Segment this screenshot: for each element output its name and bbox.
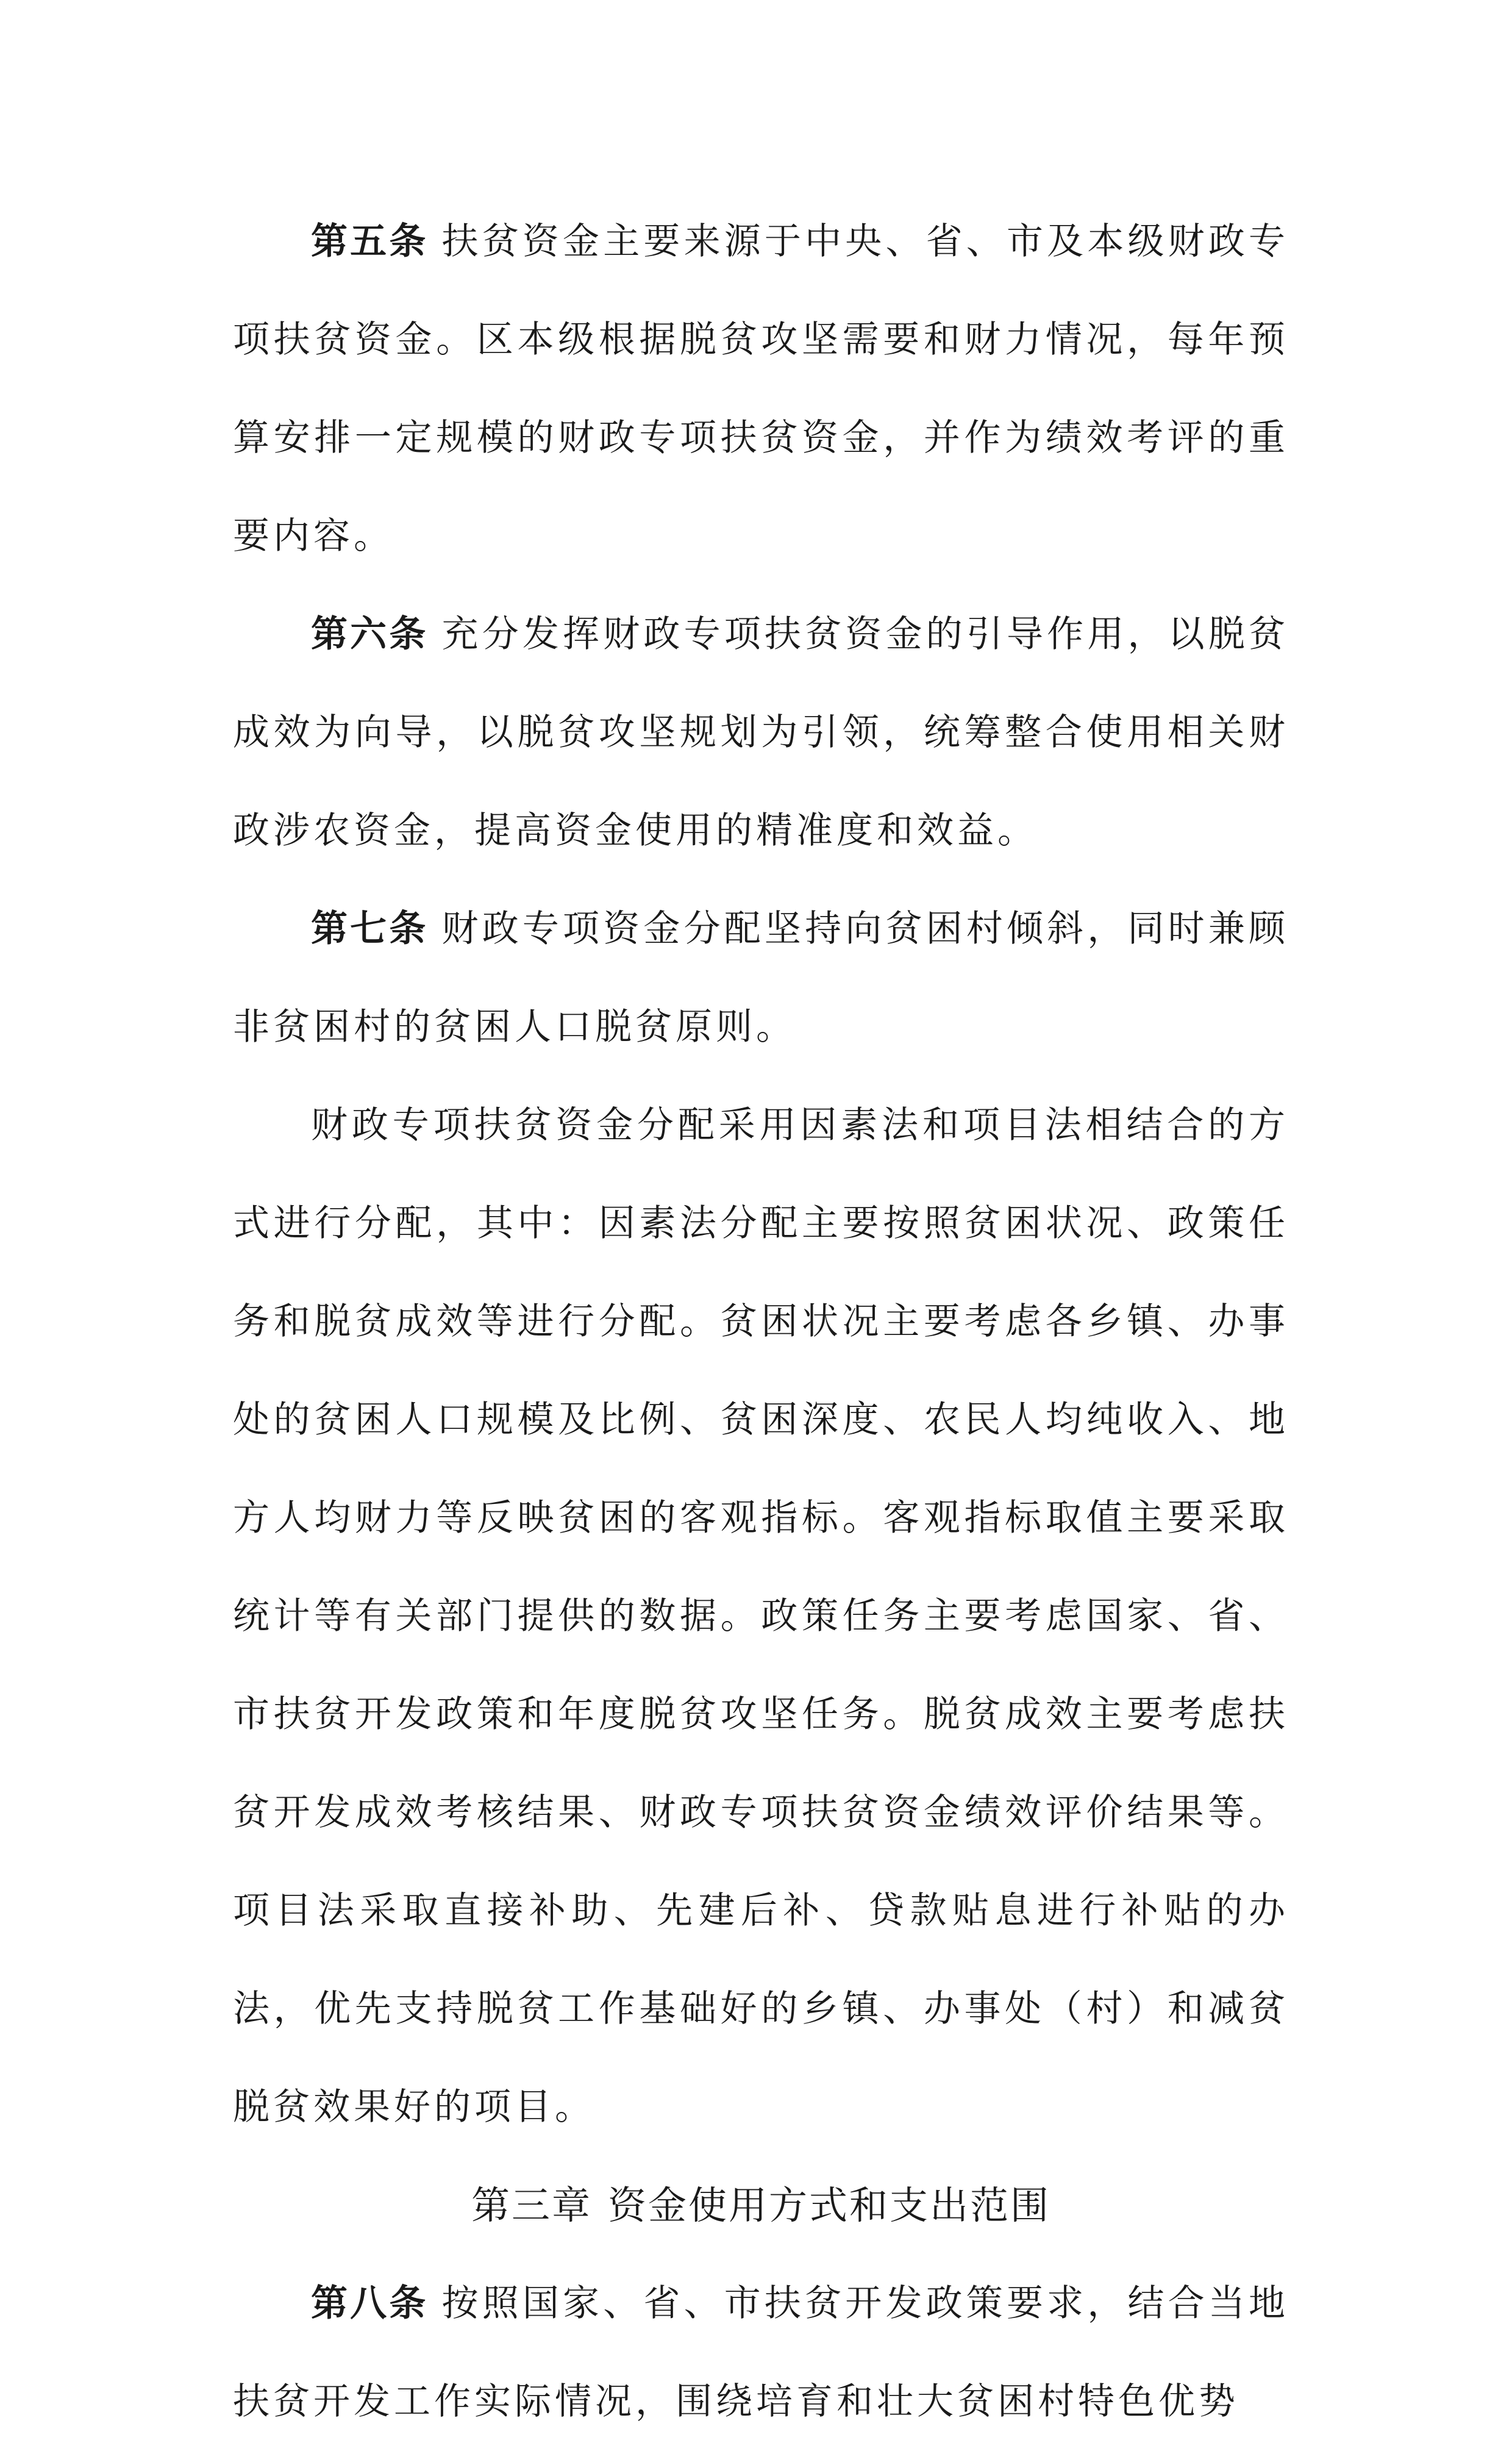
article-7-text: 财政专项资金分配坚持向贫困村倾斜，同时兼顾非贫困村的贫困人口脱贫原则。 <box>233 907 1289 1048</box>
article-7-heading: 第七条 <box>311 907 429 950</box>
article-8-paragraph <box>233 2255 1289 2451</box>
article-7-paragraph <box>233 880 1289 1076</box>
article-5-text: 扶贫资金主要来源于中央、省、市及本级财政专项扶贫资金。区本级根据脱贫攻坚需要和财力情况，每年预算安排一定规模的财政专项扶贫资金，并作为绩效考评的重要内容。 <box>233 220 1289 557</box>
chapter-number: 第三章 <box>471 2183 592 2228</box>
article-5-heading: 第五条 <box>311 220 429 263</box>
article-8-text: 按照国家、省、市扶贫开发政策要求，结合当地扶贫开发工作实际情况，围绕培育和壮大贫困村特色优势 <box>233 2282 1289 2423</box>
article-5-paragraph <box>233 193 1289 585</box>
article-6-text: 充分发挥财政专项扶贫资金的引导作用，以脱贫成效为向导，以脱贫攻坚规划为引领，统筹整合使用相关财政涉农资金，提高资金使用的精准度和效益。 <box>233 613 1289 852</box>
chapter-heading <box>233 2156 1289 2255</box>
fund-allocation-paragraph <box>233 1076 1289 2156</box>
article-6-paragraph <box>233 585 1289 880</box>
fund-allocation-text: 财政专项扶贫资金分配采用因素法和项目法相结合的方式进行分配，其中：因素法分配主要按照贫困状况、政策任务和脱贫成效等进行分配。贫困状况主要考虑各乡镇、办事处的贫困人口规模及比例、贫困深度、农民人均纯收入、地方人均财力等反映贫困的客观指标。客观指标取值主要采取统计等有关部门提供的数据。政策任务主要考虑国家、省、市扶贫开发政策和年度脱贫攻坚任务。脱贫成效主要考虑扶贫开发成效考核结果、财政专项扶贫资金绩效评价结果等。项目法采取直接补助、先建后补、贷款贴息进行补贴的办法，优先支持脱贫工作基础好的乡镇、办事处（村）和减贫脱贫效果好的项目。 <box>233 1104 1289 2128</box>
document-body <box>233 193 1289 2451</box>
article-6-heading: 第六条 <box>311 613 429 656</box>
article-8-heading: 第八条 <box>311 2282 429 2325</box>
chapter-title: 资金使用方式和支出范围 <box>608 2183 1050 2228</box>
